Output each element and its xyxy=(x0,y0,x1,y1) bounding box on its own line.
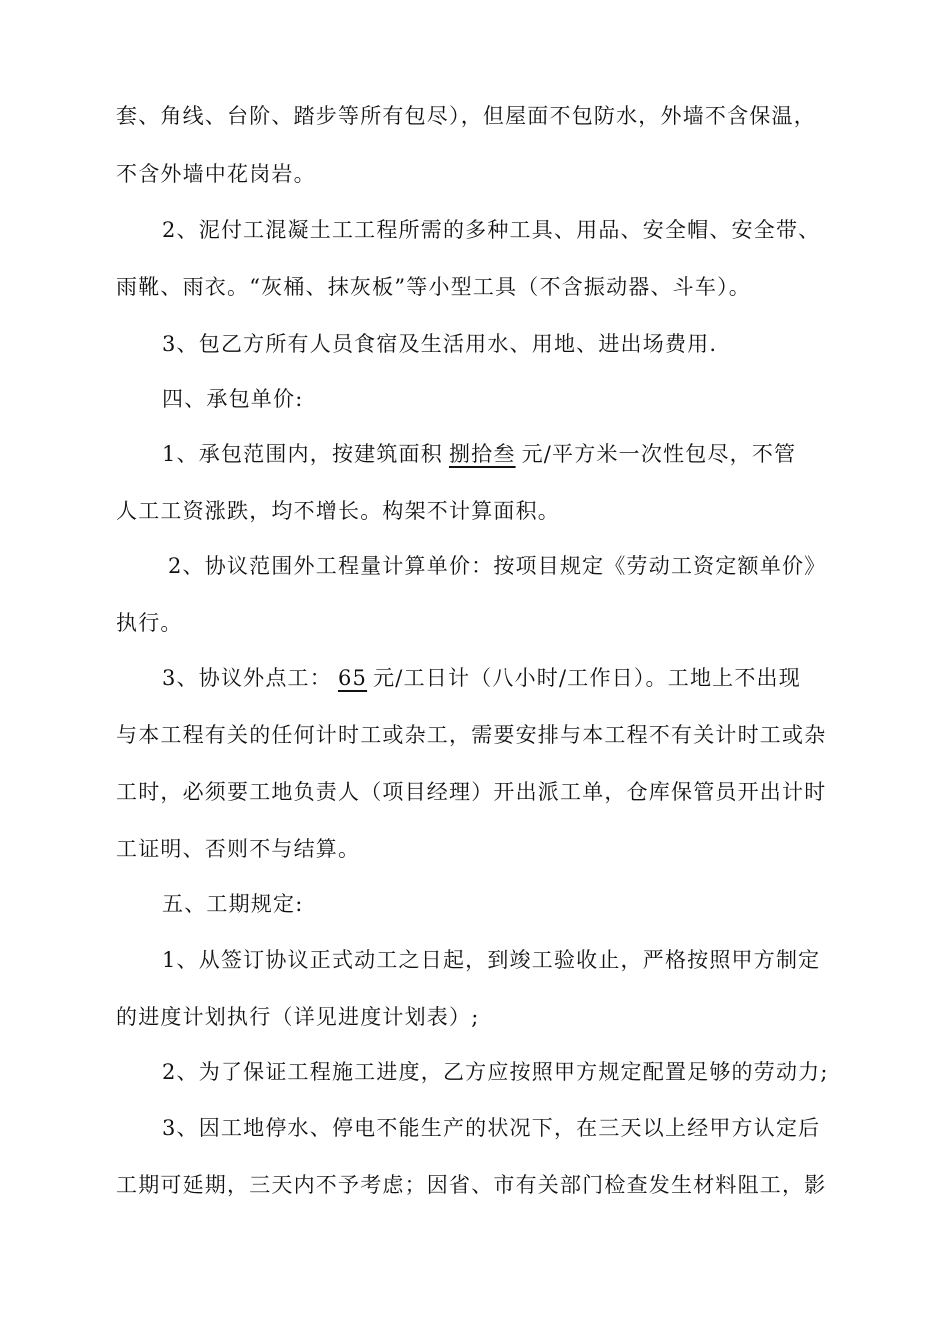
section-heading: 四、承包单价: xyxy=(162,387,304,411)
text-line xyxy=(162,440,882,468)
text-line: 工期可延期，三天内不予考虑；因省、市有关部门检查发生材料阻工，影 xyxy=(116,1173,827,1197)
day-rate-filled-field: 65 xyxy=(337,666,368,690)
text-line: 人工工资涨跌，均不增长。构架不计算面积。 xyxy=(116,499,560,523)
text-line: 2、为了保证工程施工进度，乙方应按照甲方规定配置足够的劳动力; xyxy=(162,1060,829,1084)
unit-price-filled-field: 捌拾叁 xyxy=(448,442,516,466)
text-line: 的进度计划执行（详见进度计划表）; xyxy=(116,1005,480,1029)
text-line: 3、因工地停水、停电不能生产的状况下，在三天以上经甲方认定后 xyxy=(162,1116,821,1140)
text-line: 执行。 xyxy=(116,611,183,635)
text-line: 工时，必须要工地负责人（项目经理）开出派工单，仓库保管员开出计时 xyxy=(116,780,827,804)
text-line: 套、角线、台阶、踏步等所有包尽），但屋面不包防水，外墙不含保温， xyxy=(116,104,816,128)
text-line: 2、泥付工混凝土工工程所需的多种工具、用品、安全帽、安全带、 xyxy=(162,218,821,242)
text-line: 3、包乙方所有人员食宿及生活用水、用地、进出场费用. xyxy=(162,332,718,356)
text-line: 不含外墙中花岗岩。 xyxy=(116,162,316,186)
text-segment: 元/工日计（八小时/工作日）。工地上不出现 xyxy=(373,666,801,690)
text-line: 2、协议范围外工程量计算单价：按项目规定《劳动工资定额单价》 xyxy=(168,554,827,578)
text-segment: 元/平方米一次性包尽，不管 xyxy=(521,442,797,466)
text-line: 工证明、否则不与结算。 xyxy=(116,837,361,861)
section-heading: 五、工期规定: xyxy=(162,892,304,916)
text-segment: 3、协议外点工： xyxy=(162,666,332,690)
text-line: 与本工程有关的任何计时工或杂工，需要安排与本工程不有关计时工或杂 xyxy=(116,723,827,747)
text-segment: 1、承包范围内，按建筑面积 xyxy=(162,442,443,466)
text-line: 1、从签订协议正式动工之日起，到竣工验收止，严格按照甲方制定 xyxy=(162,948,821,972)
text-line: 雨靴、雨衣。“灰桶、抹灰板”等小型工具（不含振动器、斗车）。 xyxy=(116,275,751,299)
text-line xyxy=(162,664,882,692)
